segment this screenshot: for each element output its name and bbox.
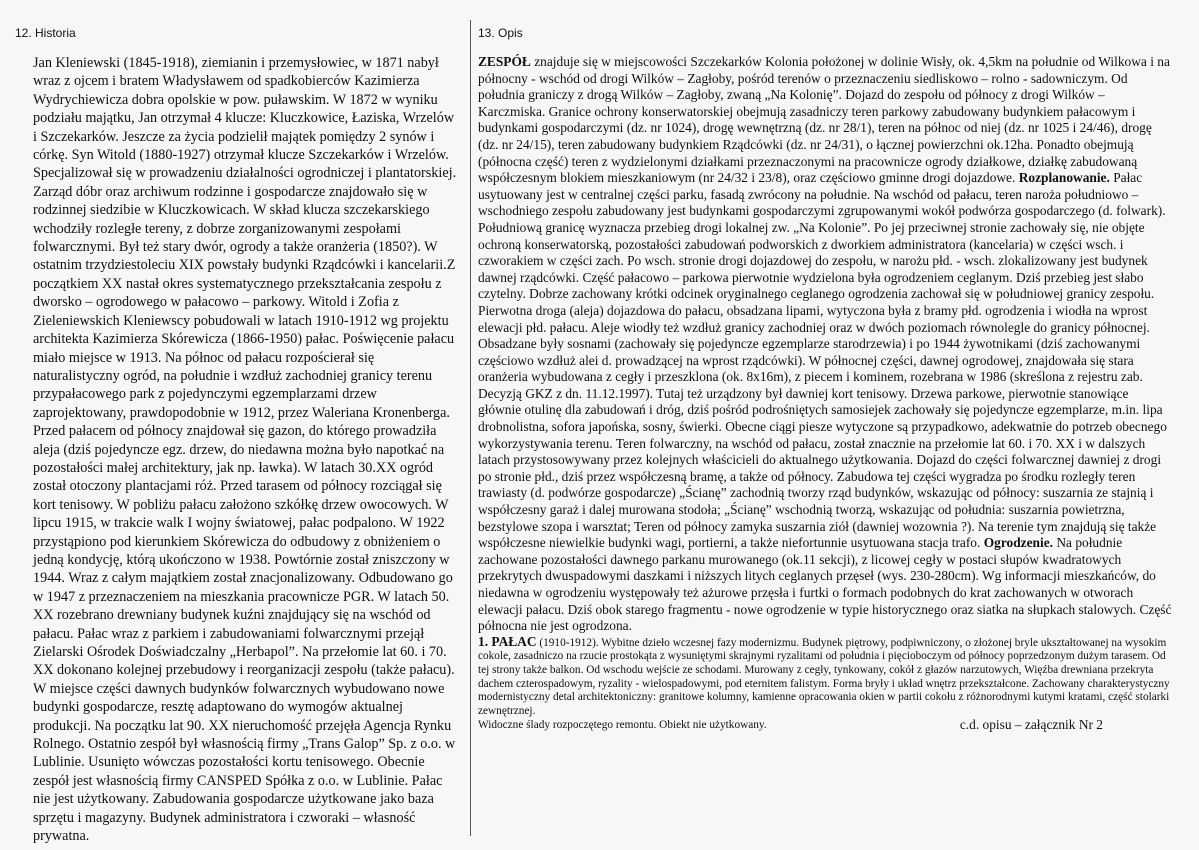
zespol-text: znajduje się w miejscowości Szczekarków Kolonia położonej w dolinie Wisły, ok. 4,5km na południe od Wilkowa i na północny - wschód od drogi Wilków – Zagłoby, pośród terenów o przeznaczeniu siedliskowo – rolno - sadowniczym. Od południa graniczy z drogą Wilków – Zagłoby, zwaną „Na Kolonię”. Dojazd do zespołu od północy z drogi Wilków – Karczmiska. Granice ochrony konserwatorskiej obejmują zasadniczy teren parkowy zabudowany budynkiem pałacowym i budynkami gospodarczymi (dz. nr 1024), drogę wewnętrzną (dz. nr 28/1), teren na północ od niej (dz. nr 1025 i 24/46), drogę (dz. nr 24/15), teren zabudowany budynkiem Rządcówki (dz. nr 24/31), o łącznej powierzchni ok.12ha. Ponadto obejmują (północna część) teren z wydzielonymi działkami przeznaczonymi na pracownicze ogrody działkowe, działkę zabudowaną współczesnym blokiem mieszkaniowym (nr 24/32 i 23/8), oraz częściowo gminne drogi dojazdowe. <box>478 54 1170 186</box>
description-paragraph <box>478 54 1173 635</box>
ogrodzenie-heading: Ogrodzenie. <box>983 535 1054 551</box>
rozplanowanie-heading: Rozplanowanie. <box>1018 170 1110 186</box>
closing-line <box>478 718 1173 732</box>
palac-paragraph <box>478 635 1173 719</box>
history-text: Jan Kleniewski (1845-1918), ziemianin i przemysłowiec, w 1871 nabył wraz z ojcem i bratem Władysławem od spadkobierców Kazimierza Wydrychiewicza dobra opolskie w pow. puławskim. W 1872 w wyniku podziału majątku, Jan otrzymał 4 klucze: Kluczkowice, Łaziska, Wrzelów i Szczekarków. Jeszcze za życia podzielił majątek pomiędzy 2 synów i córkę. Syn Witold (1880-1927) otrzymał klucze Szczekarków i Wrzelów. Specjalizował się w prowadzeniu działalności ogrodniczej i plantatorskiej. Zarząd dóbr oraz archiwum rodzinne i gospodarcze znajdowało się w rodzinnej siedzibie w Kluczkowicach. W skład klucza szczekarskiego wchodziły rozległe tereny, z dobrze zorganizowanymi zespołami folwarcznymi. Był też stary dwór, ogrody a także oranżeria (1850?). W ostatnim trzydziestoleciu XIX powstały budynki Rządcówki i kancelarii.Z początkiem XX nastał okres systematycznego przekształcania zespołu z dworsko – ogrodowego w pałacowo – parkowy. Witold i Zofia z Zieleniewskich Kleniewscy pobudowali w latach 1910-1912 wg projektu architekta Kazimierza Skórewicza (1866-1950) pałac. Poświęcenie pałacu miało miejsce w 1913. Na północ od pałacu rozpościerał się naturalistyczny ogród, na południe i wzdłuż zachodniej granicy terenu przypałacowego park z pojedynczymi egzemplarzami drzew zaprojektowany, prawdopodobnie w 1912, przez Waleriana Kronenberga. Przed pałacem od północy znajdował się gazon, do którego prowadziła aleja (dziś pojedyncze egz. drzew, do niedawna można było napotkać na pozostałości małej architektury, jak np. ławka). W latach 30.XX ogród został otoczony plantacjami róż. Przed tarasem od północy rozciągał się kort tenisowy. W pobliżu pałacu założono szkółkę drzew owocowych. W lipcu 1915, w trakcie walk I wojny światowej, pałac podpalono. W 1922 przystąpiono pod kierunkiem Skórewicza do odbudowy z obniżeniem o jedną kondycję, którą ukończono w 1938. Powtórnie został zniszczony w 1944. Wraz z całym majątkiem został znacjonalizowany. Odbudowano go w 1947 z przeznaczeniem na mieszkania pracownicze PGR. W latach 50. XX rozebrano drewniany budynek kuźni znajdujący się na wschód od pałacu. Pałac wraz z parkiem i zabudowaniami folwarcznymi przejął Zielarski Ośrodek Doświadczalny „Herbapol”. Na przełomie lat 60. i 70. XX dokonano kolejnej przebudowy i reorganizacji zespołu (także pałacu). W miejsce części dawnych budynków folwarcznych wybudowano nowe budynki gospodarcze, resztę adaptowano do wymogów aktualnej produkcji. Na początku lat 90. XX nieruchomość przejęła Agencja Rynku Rolnego. Ostatnio zespół był własnością firmy „Trans Galop” Sp. z o.o. w Lublinie. Usunięto wówczas pozostałości kortu tenisowego. Obecnie zespół jest własnością firmy CANSPED Spółka z o.o. w Lublinie. Pałac nie jest użytkowany. Zabudowania gospodarcze użytkowane jako baza sprzętu i magazyny. Budynek administratora i czworaki – własność prywatna. <box>33 55 457 845</box>
zespol-heading: ZESPÓŁ <box>478 54 531 69</box>
remont-note: Widoczne ślady rozpoczętego remontu. Obiekt nie użytkowany. <box>478 719 767 732</box>
history-column <box>15 26 461 845</box>
continuation-note: c.d. opisu – załącznik Nr 2 <box>959 717 1103 733</box>
description-column <box>478 26 1173 830</box>
palac-text: (1910-1912). Wybitne dzieło wczesnej fazy modernizmu. Budynek piętrowy, podpiwniczony, o złożonej bryle ukształtowanej na wysokim cokole, zasadniczo na rzucie prostokąta z wysuniętymi skrajnymi ryzalitami od południa i pięcioboczym od północy poprzedzonym dużym tarasem. Od tej strony także balkon. Od wschodu wejście ze schodami. Murowany z cegły, tynkowany, cokół z głazów narzutowych, Więźba drewniana przekryta dachem czterospadowym, ryzality - wielospadowymi, pod eternitem falistym. Forma bryły i układ wnętrz przekształcone. Zachowany charakterystyczny modernistyczny detal architektoniczny: granitowe kolumny, kamienne opracowania okien w partii cokołu z różnorodnymi kutymi kratami, część stolarki zewnętrznej. <box>478 636 1170 717</box>
rozplanowanie-text: Pałac usytuowany jest w centralnej części parku, fasadą zwrócony na południe. Na wschód od pałacu, teren naroża południowo – wschodniego zespołu zabudowany jest budynkami gospodarczymi zgrupowanymi wokół podwórza gospodarczego (d. folwark). Południową granicę wyznacza przebieg drogi lokalnej zw. „Na Kolonie”. Po jej przeciwnej stronie zachowały się, nie objęte ochroną konserwatorską, pozostałości zabudowań podworskich z dworkiem administratora (kancelaria) w części wsch. i czworakiem w części zach. Po wsch. stronie drogi dojazdowej do zespołu, w narożu płd. - wsch. zlokalizowany jest budynek dawnej rządcówki. Część pałacowo – parkowa pierwotnie wydzielona była ogrodzeniem ceglanym. Dziś przebieg jest słabo czytelny. Dobrze zachowany krótki odcinek oryginalnego ceglanego ogrodzenia zachował się w południowej granicy zespołu. Pierwotna droga (aleja) dojazdowa do pałacu, obsadzana lipami, wytyczona była z bramy płd. ogrodzenia i wiodła na wprost elewacji płd. pałacu. Aleje wiodły też wzdłuż granicy zachodniej oraz w dwóch poziomach równolegle do granicy północnej. Obsadzane były sosnami (zachowały się pojedyncze egzemplarze starodrzewia) i po 1944 żywotnikami (dziś zachowanymi częściowo wzdłuż alei d. prowadzącej na wprost rządcówki). W północnej części, dawnej ogrodowej, znajdowała się stara oranżeria wybudowana z cegły i przeszklona (ok. 8x16m), z piecem i kominem, rozebrana w 1986 (skreślona z rejestru zab. Decyzją GKZ z dn. 11.12.1997). Tutaj też urządzony był dawniej kort tenisowy. Drzewa parkowe, pierwotnie stanowiące głównie otulinę dla zabudowań i dróg, dziś pośród podrośniętych samosiejek zachowały się pojedyncze egzemplarze, m.in. lipa drobnolistna, sofora japońska, sosny, świerki. Obecne ciągi piesze wytyczone są przypadkowo, adekwatnie do potrzeb obecnego wykorzystywania terenu. Teren folwarczny, na wschód od pałacu, został znacznie na przełomie lat 60. i 70. XX i w dalszych latach przystosowywany przez kolejnych właścicieli do aktualnego użytkowania. Dojazd do części folwarcznej dawniej z drogi po stronie płd., dziś przez współczesną bramę, a także od północy. Zabudowa tej części wygradza po środku rozległy teren trawiasty (d. podwórze gospodarcze) „Ścianę” zachodnią tworzy rząd budynków, wskazując od północy: suszarnia ze stajnią i współczesny garaż i dalej murowana stodoła; „Ścianę” wschodnią tworzą, wskazując od południa: suszarnia powietrzna, bezstylowe szopa i warsztat; Teren od północy zamyka suszarnia ziół (dawniej wozownia ?). Na terenie tym znajdują się także współczesne niewielkie budynki wagi, portierni, a także niefortunnie usytuowana stacja trafo. <box>478 170 1167 551</box>
palac-heading: 1. PAŁAC <box>478 633 537 649</box>
history-header: 12. Historia <box>15 26 76 40</box>
column-divider <box>470 20 471 836</box>
description-header: 13. Opis <box>478 26 523 40</box>
ogrodzenie-text: Na południe zachowane pozostałości dawnego parkanu murowanego (ok.11 sekcji), z licowej cegły w postaci słupów kwadratowych przekrytych dwuspadowymi daszkami i niższych litych ceglanych przęseł (wys. 230-280cm). Wg informacji mieszkańców, do niedawna w ogrodzeniu występowały też ażurowe przęsła i furtki o formach podobnych do krat zachowanych w otworach elewacji pałacu. Dziś obok starego fragmentu - nowe ogrodzenie w typie historycznego oraz siatka na słupkach stalowych. Część północna nie jest ogrodzona. <box>478 535 1172 634</box>
